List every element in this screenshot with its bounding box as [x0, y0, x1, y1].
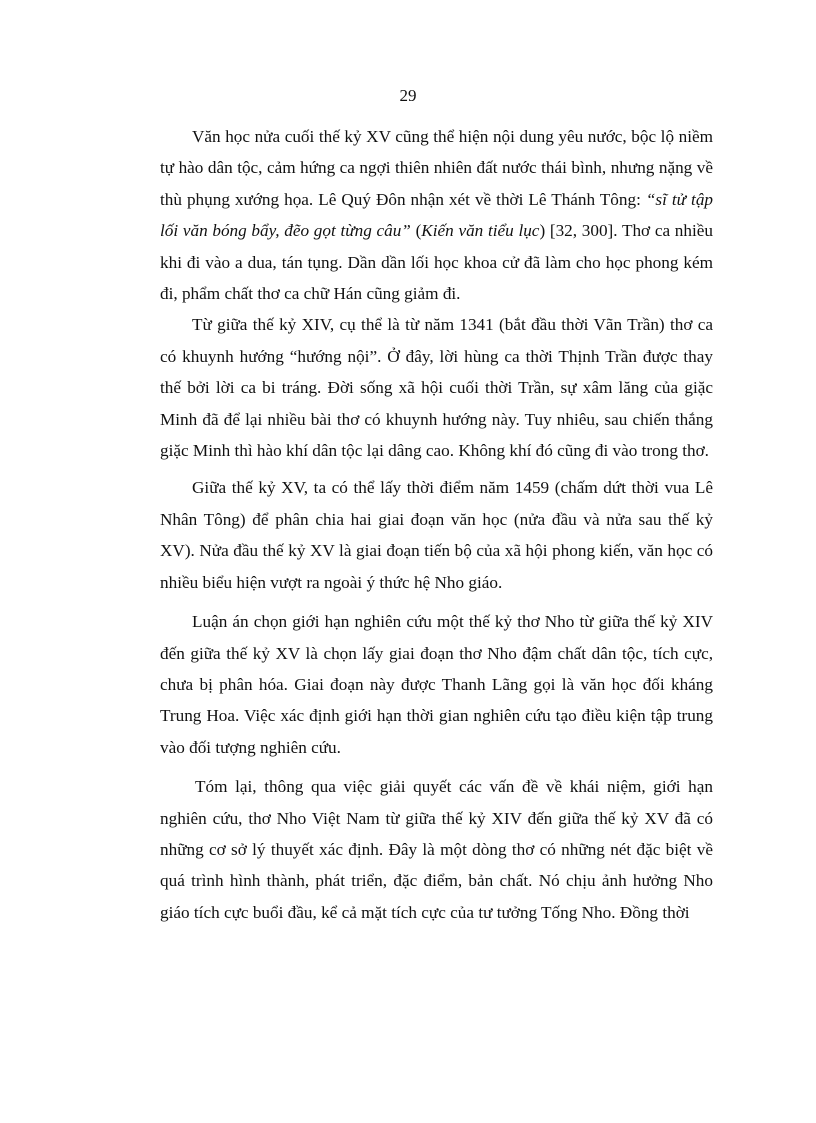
paragraph-1-quote: “sĩ tử tập lối văn bóng bẩy, đẽo gọt từng câu”	[160, 189, 714, 241]
paragraph-5: Tóm lại, thông qua việc giải quyết các vấn đề về khái niệm, giới hạn nghiên cứu, thơ Nho Việt Nam từ giữa thế kỷ XIV đến giữa thế kỷ XV đã có những cơ sở lý thuyết xác định. Đây là một dòng thơ có những nét đặc biệt về quá trình hình thành, phát triển, đặc điểm, bản chất. Nó chịu ảnh hưởng Nho giáo tích cực buổi đầu, kể cả mặt tích cực của tư tưởng Tống Nho. Đồng thời	[160, 777, 713, 922]
paragraph-1	[160, 121, 713, 309]
paragraph-1-text-c: ) [32, 300]. Thơ ca nhiều khi đi vào a dua, tán tụng. Dần dần lối học khoa cử đã làm cho học phong kém đi, phẩm chất thơ ca chữ Hán cũng giảm đi.	[160, 221, 713, 304]
paragraph-1-text-a: Văn học nửa cuối thế kỷ XV cũng thể hiện nội dung yêu nước, bộc lộ niềm tự hào dân tộc, cảm hứng ca ngợi thiên nhiên đất nước thái bình, nhưng nặng về thù phụng xướng họa. Lê Quý Đôn nhận xét về thời Lê Thánh Tông:	[160, 127, 713, 209]
paragraph-1-text-b: (	[410, 221, 422, 241]
paragraph-4: Luận án chọn giới hạn nghiên cứu một thế kỷ thơ Nho từ giữa thế kỷ XIV đến giữa thế kỷ XV là chọn lấy giai đoạn thơ Nho đậm chất dân tộc, tích cực, chưa bị phân hóa. Giai đoạn này được Thanh Lãng gọi là văn học đối kháng Trung Hoa. Việc xác định giới hạn thời gian nghiên cứu tạo điều kiện tập trung vào đối tượng nghiên cứu.	[160, 612, 713, 757]
paragraph-1-source: Kiến văn tiểu lục	[421, 221, 540, 241]
paragraph-3: Giữa thế kỷ XV, ta có thể lấy thời điểm năm 1459 (chấm dứt thời vua Lê Nhân Tông) để phân chia hai giai đoạn văn học (nửa đầu và nửa sau thế kỷ XV). Nửa đầu thế kỷ XV là giai đoạn tiến bộ của xã hội phong kiến, văn học có nhiều biểu hiện vượt ra ngoài ý thức hệ Nho giáo.	[160, 478, 713, 592]
document-body	[160, 121, 713, 928]
page-number: 29	[399, 86, 417, 105]
paragraph-2: Từ giữa thế kỷ XIV, cụ thể là từ năm 1341 (bắt đầu thời Vãn Trần) thơ ca có khuynh hướng “hướng nội”. Ở đây, lời hùng ca thời Thịnh Trần được thay thế bởi lời ca bi tráng. Đời sống xã hội cuối thời Trần, sự xâm lăng của giặc Minh đã để lại nhiều bài thơ có khuynh hướng này. Tuy nhiêu, sau chiến thắng giặc Minh thì hào khí dân tộc lại dâng cao. Không khí đó cũng đi vào trong thơ.	[160, 315, 713, 461]
